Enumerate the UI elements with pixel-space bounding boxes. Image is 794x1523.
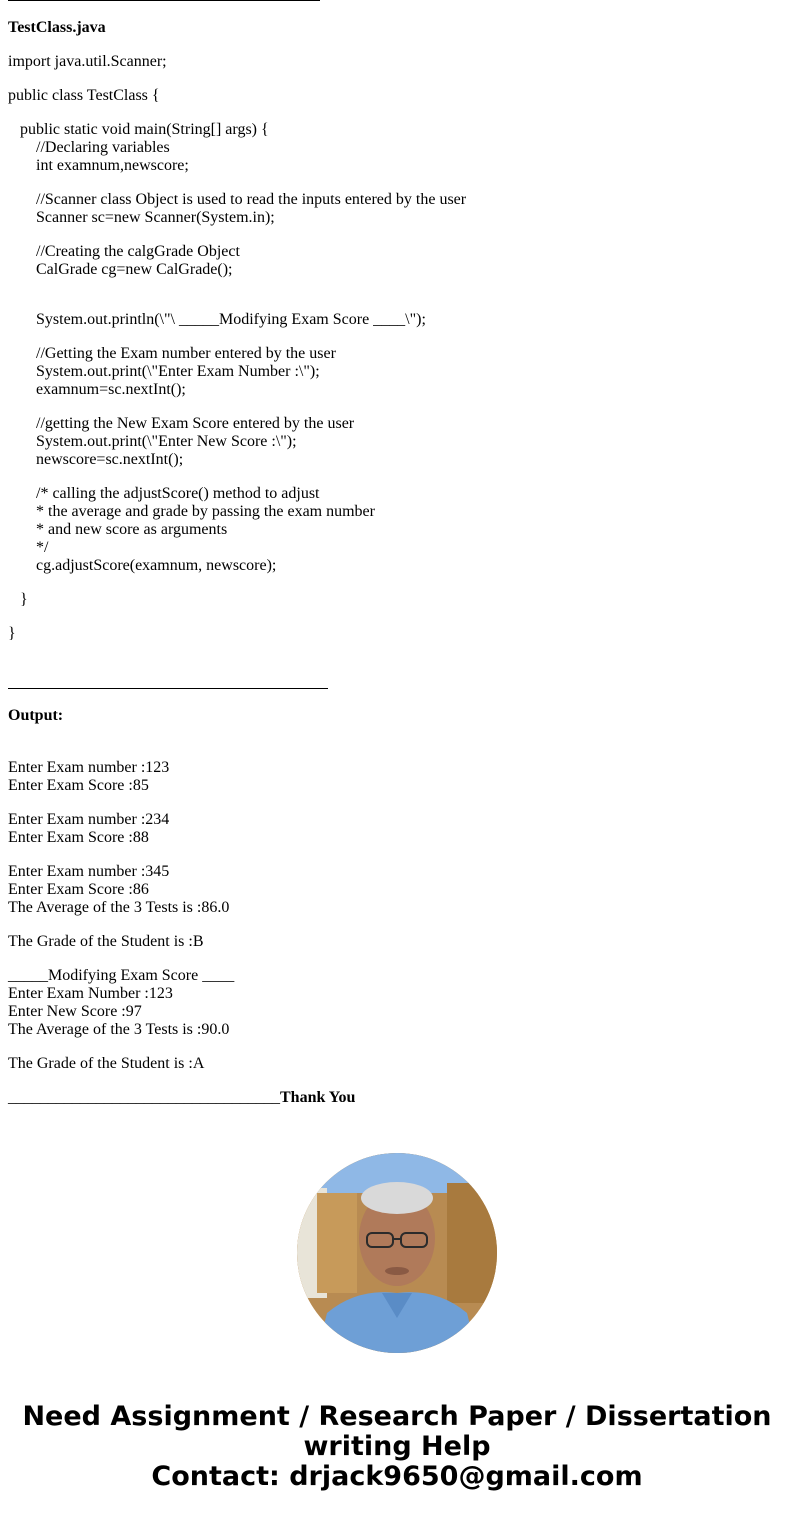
output-line: The Average of the 3 Tests is :86.0 [8,899,230,916]
output-line: The Average of the 3 Tests is :90.0 [8,1021,230,1038]
output-line: Enter New Score :97 [8,1003,142,1020]
output-line: Enter Exam Score :86 [8,881,149,898]
code-line: System.out.print(\"Enter Exam Number :\"); [8,363,320,380]
code-line: Scanner sc=new Scanner(System.in); [8,209,275,226]
output-line: The Grade of the Student is :B [8,933,204,950]
thank-you-label: Thank You [280,1089,356,1106]
code-line: //Declaring variables [8,139,170,156]
output-line: _____Modifying Exam Score ____ [8,967,235,984]
code-line: cg.adjustScore(examnum, newscore); [8,557,277,574]
output-line: Enter Exam Score :85 [8,777,149,794]
code-line: } [8,625,16,642]
code-line: * the average and grade by passing the exam number [8,503,375,520]
output-heading: Output: [8,707,64,724]
code-line: newscore=sc.nextInt(); [8,451,184,468]
code-line: int examnum,newscore; [8,157,189,174]
footer-line-3: Contact: drjack9650@gmail.com [151,1461,643,1492]
code-line: System.out.println(\"\ _____Modifying Exam Score ____\"); [8,311,426,328]
footer-line-1: Need Assignment / Research Paper / Dissertation [22,1401,772,1432]
author-photo [297,1153,497,1353]
footer-contact [0,1402,794,1492]
output-line: Enter Exam Number :123 [8,985,173,1002]
output-line: The Grade of the Student is :A [8,1055,205,1072]
code-line: examnum=sc.nextInt(); [8,381,186,398]
code-line: //Scanner class Object is used to read the inputs entered by the user [8,191,467,208]
code-line: public static void main(String[] args) { [8,121,269,138]
thank-you-line [8,1089,355,1107]
output-line: Enter Exam number :123 [8,759,170,776]
thank-you-rule: __________________________________ [8,1089,280,1106]
code-line: System.out.print(\"Enter New Score :\"); [8,433,297,450]
code-line: */ [8,539,49,556]
code-line: * and new score as arguments [8,521,228,538]
code-line: CalGrade cg=new CalGrade(); [8,261,233,278]
code-line: } [8,591,28,608]
author-photo-illustration [297,1153,497,1353]
code-line: public class TestClass { [8,87,160,104]
code-line: //Creating the calgGrade Object [8,243,240,260]
code-line: /* calling the adjustScore() method to adjust [8,485,320,502]
code-line: import java.util.Scanner; [8,53,167,70]
code-line: //Getting the Exam number entered by the user [8,345,336,362]
output-line: Enter Exam number :234 [8,811,170,828]
footer-line-2: writing Help [303,1431,491,1462]
output-line: Enter Exam Score :88 [8,829,149,846]
output-line: Enter Exam number :345 [8,863,170,880]
section-divider [8,688,328,689]
file-heading: TestClass.java [8,19,106,36]
top-divider [8,0,320,1]
code-line: //getting the New Exam Score entered by the user [8,415,355,432]
